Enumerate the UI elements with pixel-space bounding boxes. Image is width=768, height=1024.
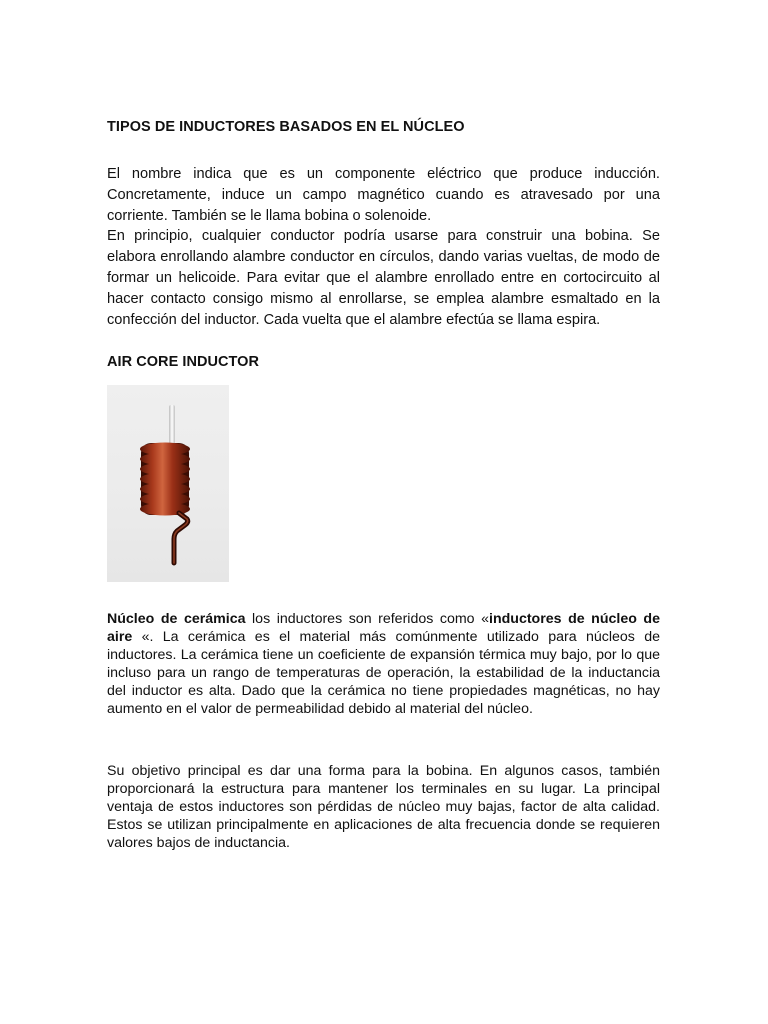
ceramic-paragraph [107,610,660,718]
bottom-lead [174,513,188,563]
section-title: AIR CORE INDUCTOR [107,354,260,370]
ceramic-bold-term: inductores de núcleo de aire [107,611,660,645]
ceramic-text-1: los inductores son referidos como « [245,611,489,627]
coil-turns [140,443,190,516]
page-title: TIPOS DE INDUCTORES BASADOS EN EL NÚCLEO [107,119,465,135]
ceramic-text-2: «. La cerámica es el material más comúnmente utilizado para núcleos de inductores. La cerámica tiene un coeficiente de expansión térmica muy bajo, por lo que incluso para un rango de temperaturas de operación, la estabilidad de la inductancia del inductor es alta. Dado que la cerámica no tiene propiedades magnéticas, no hay aumento en el valor de permeabilidad debido al material del núcleo. [107,629,660,717]
purpose-paragraph: Su objetivo principal es dar una forma para la bobina. En algunos casos, también proporcionará la estructura para mantener los terminales en su lugar. La principal ventaja de estos inductores son pérdidas de núcleo muy bajas, factor de alta calidad. Estos se utilizan principalmente en aplicaciones de alta frecuencia donde se requieren valores bajos de inductancia. [107,763,660,851]
intro-text-1: El nombre indica que es un componente eléctrico que produce inducción. Concretamente, induce un campo magnético cuando es atravesado por una corriente. También se le llama bobina o solenoide. [107,166,660,224]
inductor-photo [107,385,229,582]
ceramic-lead: Núcleo de cerámica [107,611,246,627]
air-core-inductor-icon [107,385,229,582]
intro-paragraph [107,164,660,330]
top-lead [169,405,175,447]
intro-text-2: En principio, cualquier conductor podría usarse para construir una bobina. Se elabora enrollando alambre conductor en círculos, dando varias vueltas, de modo de formar un helicoide. Para evitar que el alambre enrollado entre en cortocircuito al hacer contacto consigo mismo al enrollarse, se emplea alambre esmaltado en la confección del inductor. Cada vuelta que el alambre efectúa se llama espira. [107,228,660,328]
